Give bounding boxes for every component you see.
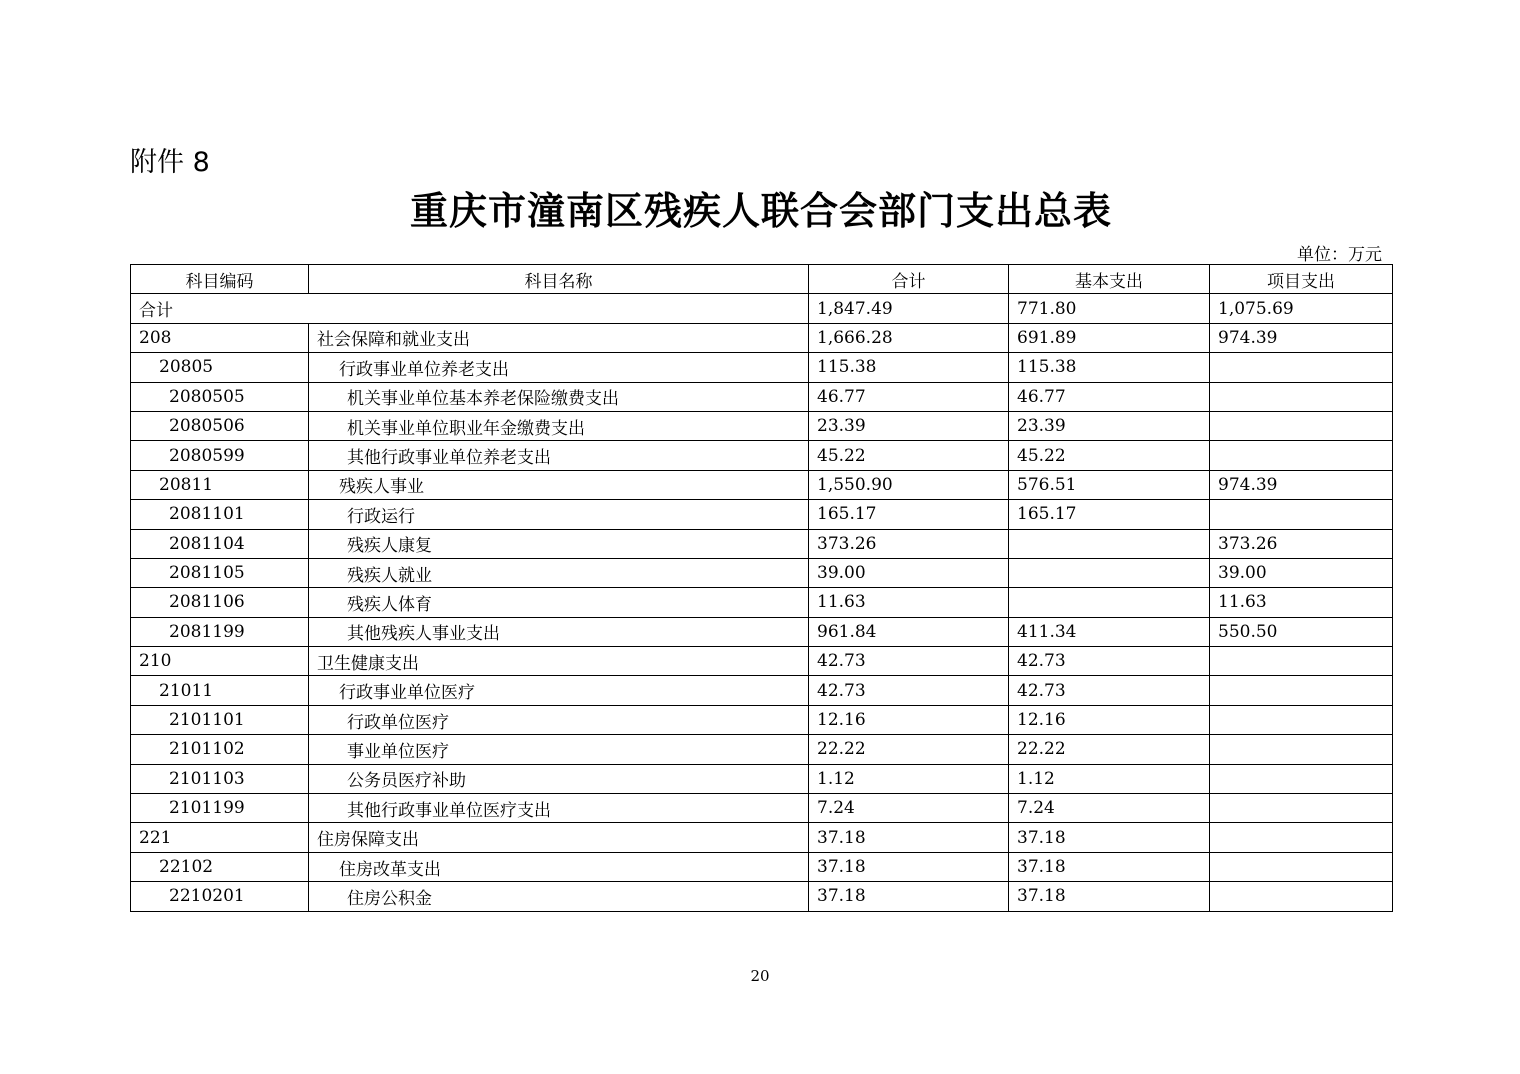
project-cell — [1210, 823, 1393, 852]
total-cell: 961.84 — [809, 617, 1009, 646]
total-cell: 373.26 — [809, 529, 1009, 558]
header-project: 项目支出 — [1210, 265, 1393, 294]
total-label: 合计 — [131, 294, 809, 323]
code-cell: 2081101 — [131, 500, 309, 529]
name-cell: 残疾人康复 — [309, 529, 809, 558]
basic-cell: 46.77 — [1009, 382, 1210, 411]
name-cell: 行政事业单位养老支出 — [309, 353, 809, 382]
total-cell: 23.39 — [809, 411, 1009, 440]
code-cell: 2080599 — [131, 441, 309, 470]
table-row — [131, 647, 1393, 676]
table-row — [131, 617, 1393, 646]
basic-cell: 23.39 — [1009, 411, 1210, 440]
name-cell: 公务员医疗补助 — [309, 764, 809, 793]
basic-cell: 37.18 — [1009, 882, 1210, 911]
table-row — [131, 441, 1393, 470]
name-cell: 其他行政事业单位养老支出 — [309, 441, 809, 470]
table-row — [131, 588, 1393, 617]
total-cell: 115.38 — [809, 353, 1009, 382]
basic-cell: 691.89 — [1009, 323, 1210, 352]
code-cell: 2210201 — [131, 882, 309, 911]
basic-cell: 771.80 — [1009, 294, 1210, 323]
basic-cell: 22.22 — [1009, 735, 1210, 764]
code-cell: 2081199 — [131, 617, 309, 646]
code-cell: 2081104 — [131, 529, 309, 558]
page-number: 20 — [750, 967, 770, 985]
project-cell: 974.39 — [1210, 323, 1393, 352]
basic-cell: 165.17 — [1009, 500, 1210, 529]
header-code: 科目编码 — [131, 265, 309, 294]
table-row — [131, 794, 1393, 823]
total-cell: 1,550.90 — [809, 470, 1009, 499]
code-cell: 2081105 — [131, 558, 309, 587]
total-cell: 1.12 — [809, 764, 1009, 793]
project-cell — [1210, 411, 1393, 440]
expenditure-table — [130, 264, 1393, 912]
total-cell: 7.24 — [809, 794, 1009, 823]
total-cell: 165.17 — [809, 500, 1009, 529]
total-cell: 37.18 — [809, 882, 1009, 911]
table-row — [131, 676, 1393, 705]
project-cell — [1210, 500, 1393, 529]
name-cell: 住房改革支出 — [309, 852, 809, 881]
total-cell: 1,666.28 — [809, 323, 1009, 352]
project-cell: 1,075.69 — [1210, 294, 1393, 323]
table-row — [131, 470, 1393, 499]
total-cell: 46.77 — [809, 382, 1009, 411]
project-cell: 974.39 — [1210, 470, 1393, 499]
project-cell — [1210, 705, 1393, 734]
name-cell: 事业单位医疗 — [309, 735, 809, 764]
table-row — [131, 735, 1393, 764]
basic-cell — [1009, 558, 1210, 587]
name-cell: 机关事业单位基本养老保险缴费支出 — [309, 382, 809, 411]
name-cell: 残疾人事业 — [309, 470, 809, 499]
code-cell: 2101102 — [131, 735, 309, 764]
table-row — [131, 852, 1393, 881]
table-row — [131, 353, 1393, 382]
project-cell — [1210, 647, 1393, 676]
total-cell: 37.18 — [809, 823, 1009, 852]
code-cell: 2080505 — [131, 382, 309, 411]
table-header-row — [131, 265, 1393, 294]
header-total: 合计 — [809, 265, 1009, 294]
attachment-label: 附件 8 — [130, 147, 210, 178]
page-title: 重庆市潼南区残疾人联合会部门支出总表 — [409, 188, 1112, 233]
total-cell: 37.18 — [809, 852, 1009, 881]
table-row — [131, 411, 1393, 440]
name-cell: 社会保障和就业支出 — [309, 323, 809, 352]
project-cell — [1210, 852, 1393, 881]
basic-cell — [1009, 588, 1210, 617]
basic-cell: 12.16 — [1009, 705, 1210, 734]
total-cell: 39.00 — [809, 558, 1009, 587]
name-cell: 残疾人就业 — [309, 558, 809, 587]
basic-cell: 411.34 — [1009, 617, 1210, 646]
project-cell — [1210, 382, 1393, 411]
name-cell: 行政事业单位医疗 — [309, 676, 809, 705]
total-cell: 22.22 — [809, 735, 1009, 764]
basic-cell: 37.18 — [1009, 852, 1210, 881]
name-cell: 住房保障支出 — [309, 823, 809, 852]
code-cell: 22102 — [131, 852, 309, 881]
basic-cell: 45.22 — [1009, 441, 1210, 470]
project-cell: 39.00 — [1210, 558, 1393, 587]
total-cell: 11.63 — [809, 588, 1009, 617]
code-cell: 2101103 — [131, 764, 309, 793]
total-cell: 42.73 — [809, 647, 1009, 676]
table-row — [131, 500, 1393, 529]
table-row — [131, 882, 1393, 911]
project-cell: 11.63 — [1210, 588, 1393, 617]
total-cell: 45.22 — [809, 441, 1009, 470]
table-row — [131, 529, 1393, 558]
basic-cell: 37.18 — [1009, 823, 1210, 852]
project-cell: 550.50 — [1210, 617, 1393, 646]
basic-cell: 42.73 — [1009, 676, 1210, 705]
project-cell — [1210, 735, 1393, 764]
basic-cell: 115.38 — [1009, 353, 1210, 382]
project-cell — [1210, 353, 1393, 382]
name-cell: 住房公积金 — [309, 882, 809, 911]
table-row — [131, 764, 1393, 793]
name-cell: 卫生健康支出 — [309, 647, 809, 676]
code-cell: 210 — [131, 647, 309, 676]
project-cell — [1210, 441, 1393, 470]
table-row — [131, 558, 1393, 587]
total-cell: 1,847.49 — [809, 294, 1009, 323]
table-row — [131, 323, 1393, 352]
code-cell: 221 — [131, 823, 309, 852]
name-cell: 残疾人体育 — [309, 588, 809, 617]
table-row — [131, 382, 1393, 411]
header-basic: 基本支出 — [1009, 265, 1210, 294]
basic-cell — [1009, 529, 1210, 558]
code-cell: 21011 — [131, 676, 309, 705]
table-row — [131, 823, 1393, 852]
name-cell: 其他残疾人事业支出 — [309, 617, 809, 646]
project-cell: 373.26 — [1210, 529, 1393, 558]
project-cell — [1210, 764, 1393, 793]
name-cell: 其他行政事业单位医疗支出 — [309, 794, 809, 823]
name-cell: 行政运行 — [309, 500, 809, 529]
header-name: 科目名称 — [309, 265, 809, 294]
basic-cell: 1.12 — [1009, 764, 1210, 793]
code-cell: 20811 — [131, 470, 309, 499]
project-cell — [1210, 676, 1393, 705]
total-row — [131, 294, 1393, 323]
code-cell: 208 — [131, 323, 309, 352]
total-cell: 42.73 — [809, 676, 1009, 705]
basic-cell: 576.51 — [1009, 470, 1210, 499]
code-cell: 2081106 — [131, 588, 309, 617]
code-cell: 2080506 — [131, 411, 309, 440]
table-row — [131, 705, 1393, 734]
code-cell: 2101101 — [131, 705, 309, 734]
code-cell: 2101199 — [131, 794, 309, 823]
basic-cell: 42.73 — [1009, 647, 1210, 676]
total-cell: 12.16 — [809, 705, 1009, 734]
unit-label: 单位：万元 — [1297, 245, 1382, 265]
name-cell: 行政单位医疗 — [309, 705, 809, 734]
project-cell — [1210, 794, 1393, 823]
name-cell: 机关事业单位职业年金缴费支出 — [309, 411, 809, 440]
project-cell — [1210, 882, 1393, 911]
code-cell: 20805 — [131, 353, 309, 382]
basic-cell: 7.24 — [1009, 794, 1210, 823]
